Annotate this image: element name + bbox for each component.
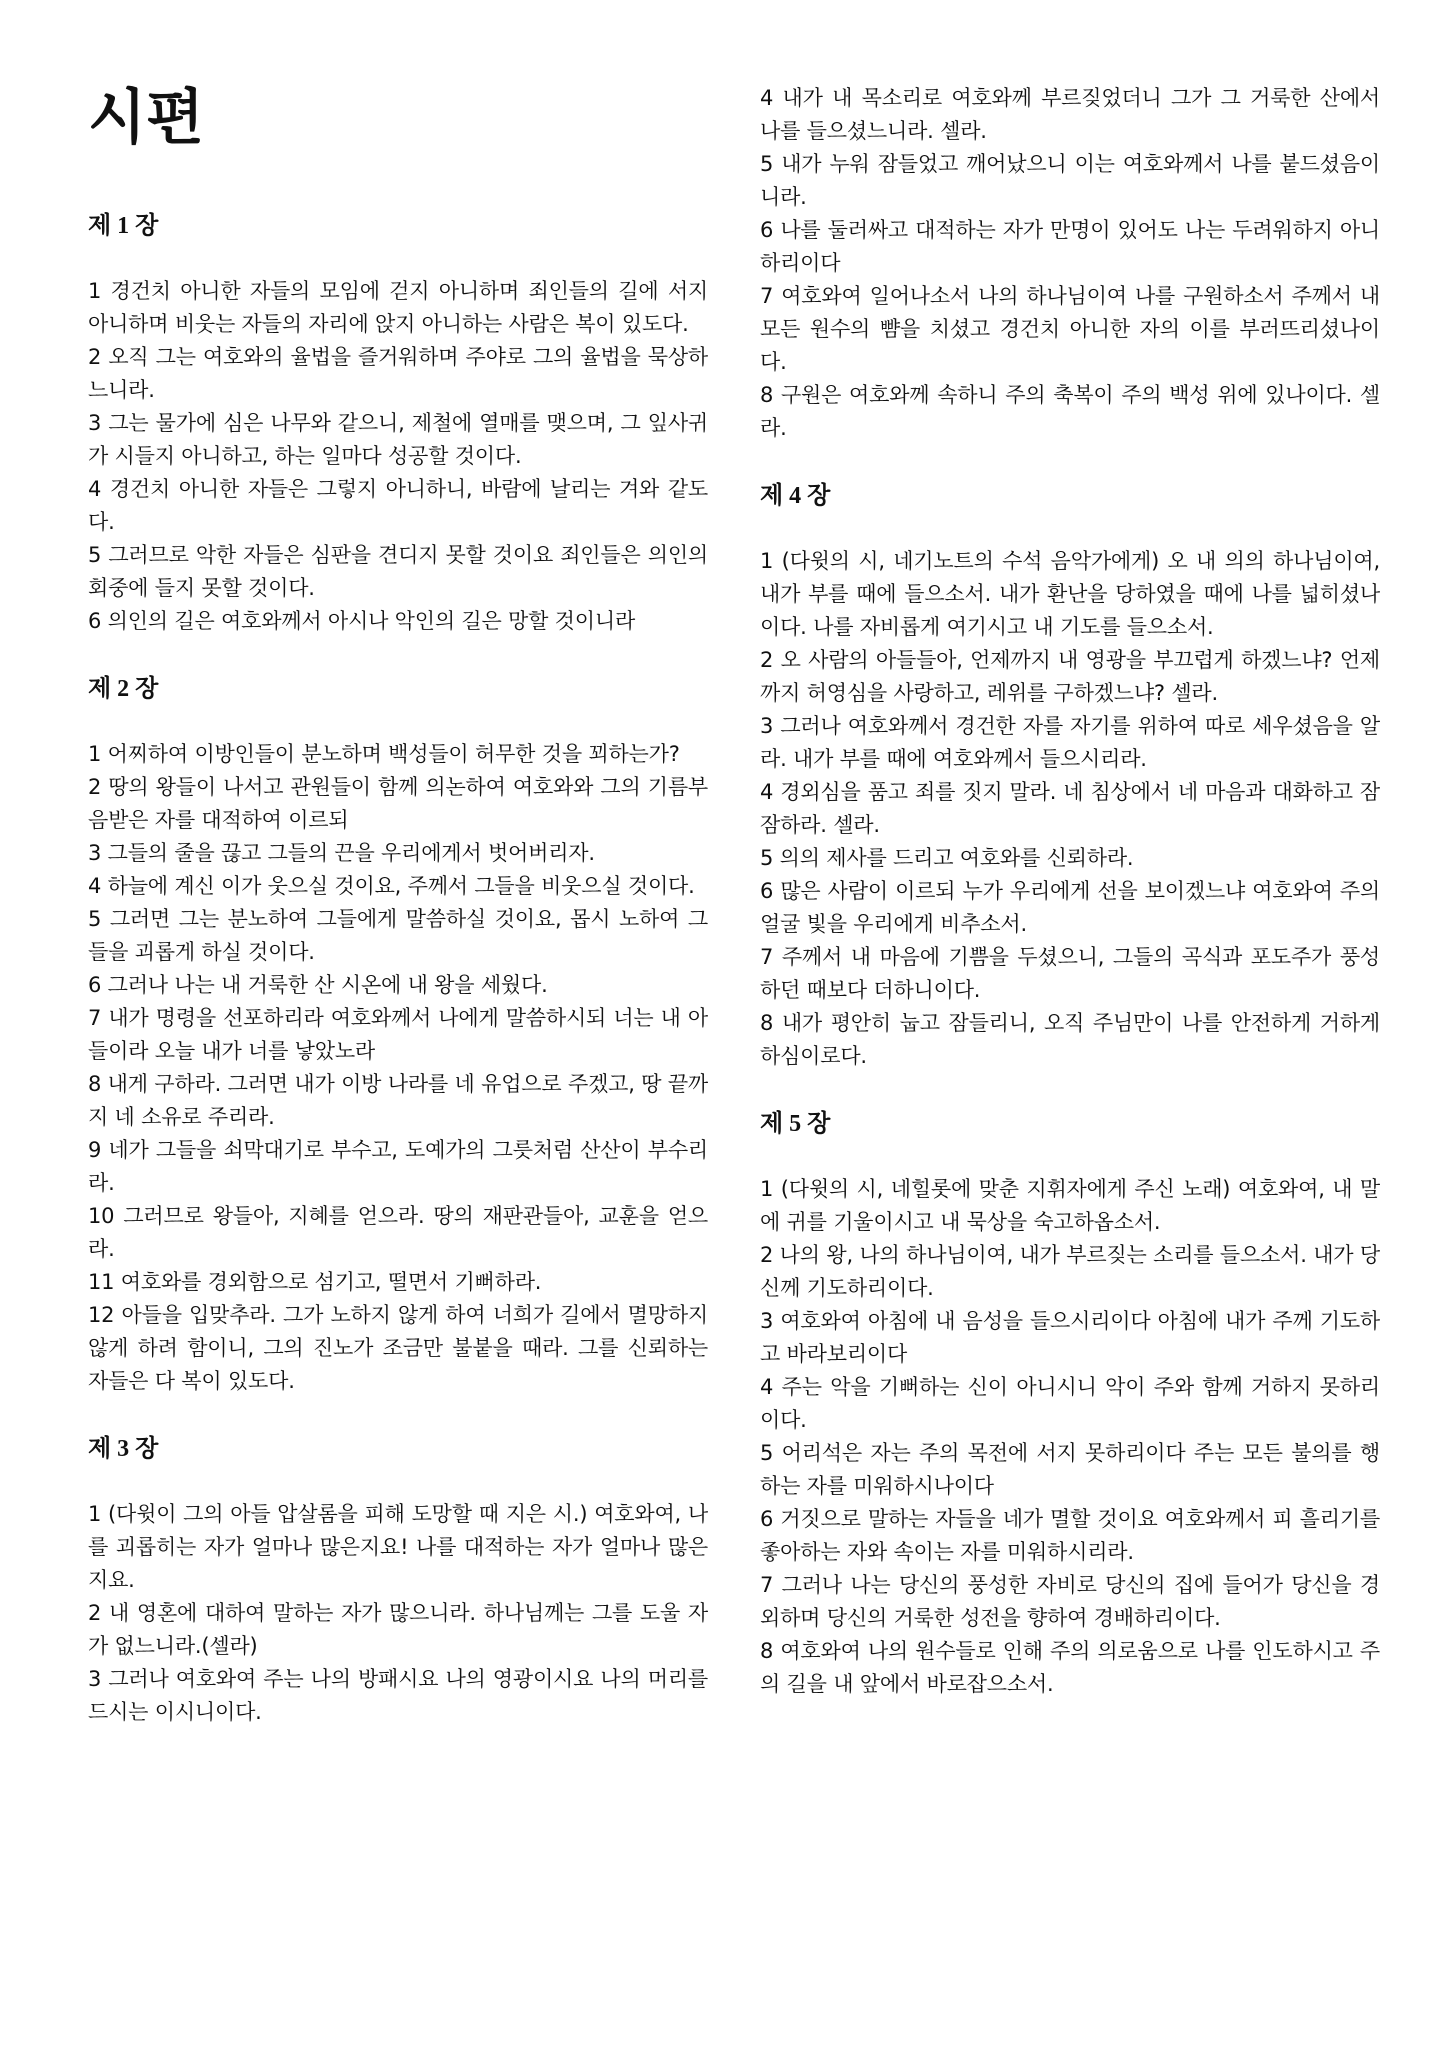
verse: 1 (다윗의 시, 네힐롯에 맞춘 지휘자에게 주신 노래) 여호와여, 내 말에 귀를 기울이시고 내 묵상을 숙고하옵소서. <box>760 1177 1380 1234</box>
left-column-chapters <box>88 210 708 1729</box>
verse: 3 그는 물가에 심은 나무와 같으니, 제철에 열매를 맺으며, 그 잎사귀가 시들지 아니하고, 하는 일마다 성공할 것이다. <box>88 411 708 468</box>
verse: 8 여호와여 나의 원수들로 인해 주의 의로움으로 나를 인도하시고 주의 길을 내 앞에서 바로잡으소서. <box>760 1639 1380 1696</box>
verse: 2 오 사람의 아들들아, 언제까지 내 영광을 부끄럽게 하겠느냐? 언제까지 허영심을 사랑하고, 레위를 구하겠느냐? 셀라. <box>760 648 1381 705</box>
verse: 9 네가 그들을 쇠막대기로 부수고, 도예가의 그릇처럼 산산이 부수리라. <box>88 1138 708 1195</box>
chapter-section <box>88 673 708 1398</box>
document-title: 시편 <box>88 83 204 153</box>
verse: 4 경외심을 품고 죄를 짓지 말라. 네 침상에서 네 마음과 대화하고 잠잠하라. 셀라. <box>760 780 1380 837</box>
verse-list <box>88 1498 708 1729</box>
verse-list <box>760 545 1380 1073</box>
verse: 2 내 영혼에 대하여 말하는 자가 많으니라. 하나님께는 그를 도울 자가 없느니라.(셀라) <box>88 1601 708 1658</box>
verse: 3 그러나 여호와께서 경건한 자를 자기를 위하여 따로 세우셨음을 알라. 내가 부를 때에 여호와께서 들으시리라. <box>760 714 1380 771</box>
verse: 3 그들의 줄을 끊고 그들의 끈을 우리에게서 벗어버리자. <box>88 841 595 865</box>
verse: 2 나의 왕, 나의 하나님이여, 내가 부르짖는 소리를 들으소서. 내가 당신께 기도하리이다. <box>760 1243 1380 1300</box>
verse-list <box>760 82 1380 445</box>
verse-list <box>88 738 708 1398</box>
verse: 4 경건치 아니한 자들은 그렇지 아니하니, 바람에 날리는 겨와 같도다. <box>88 477 708 534</box>
verse: 5 그러면 그는 분노하여 그들에게 말씀하실 것이요, 몹시 노하여 그들을 괴롭게 하실 것이다. <box>88 907 708 964</box>
verse: 6 거짓으로 말하는 자들을 네가 멸할 것이요 여호와께서 피 흘리기를 좋아하는 자와 속이는 자를 미워하시리라. <box>760 1507 1380 1564</box>
chapter-section <box>88 1433 708 1729</box>
verse: 5 어리석은 자는 주의 목전에 서지 못하리이다 주는 모든 불의를 행하는 자를 미워하시나이다 <box>760 1441 1380 1498</box>
verse: 7 여호와여 일어나소서 나의 하나님이여 나를 구원하소서 주께서 내 모든 원수의 뺨을 치셨고 경건치 아니한 자의 이를 부러뜨리셨나이다. <box>760 284 1380 374</box>
chapter-gap <box>88 638 708 673</box>
verse: 1 (다윗의 시, 네기노트의 수석 음악가에게) 오 내 의의 하나님이여, 내가 부를 때에 들으소서. 내가 환난을 당하였을 때에 나를 넓히셨나이다. 나를 자비롭게 여기시고 내 기도를 들으소서. <box>760 549 1380 639</box>
verse: 5 의의 제사를 드리고 여호와를 신뢰하라. <box>760 846 1134 870</box>
right-column <box>760 82 1380 1701</box>
verse: 4 하늘에 계신 이가 웃으실 것이요, 주께서 그들을 비웃으실 것이다. <box>88 874 695 898</box>
chapter-heading: 제 3 장 <box>88 1436 159 1462</box>
chapter-gap <box>760 1073 1380 1108</box>
verse: 11 여호와를 경외함으로 섬기고, 떨면서 기뻐하라. <box>88 1270 542 1294</box>
verse: 6 나를 둘러싸고 대적하는 자가 만명이 있어도 나는 두려워하지 아니하리이다 <box>760 218 1380 275</box>
verse: 6 그러나 나는 내 거룩한 산 시온에 내 왕을 세웠다. <box>88 973 548 997</box>
verse: 7 주께서 내 마음에 기쁨을 두셨으니, 그들의 곡식과 포도주가 풍성하던 때보다 더하니이다. <box>760 945 1380 1002</box>
right-column-chapters <box>760 82 1380 1701</box>
verse: 5 내가 누워 잠들었고 깨어났으니 이는 여호와께서 나를 붙드셨음이니라. <box>760 152 1380 209</box>
verse: 6 의인의 길은 여호와께서 아시나 악인의 길은 망할 것이니라 <box>88 609 636 633</box>
chapter-section <box>88 210 708 638</box>
verse: 8 내게 구하라. 그러면 내가 이방 나라를 네 유업으로 주겠고, 땅 끝까지 네 소유로 주리라. <box>88 1072 708 1129</box>
chapter-section <box>760 1108 1380 1701</box>
verse: 2 오직 그는 여호와의 율법을 즐거워하며 주야로 그의 율법을 묵상하느니라. <box>88 345 708 402</box>
verse: 1 (다윗이 그의 아들 압살롬을 피해 도망할 때 지은 시.) 여호와여, 나를 괴롭히는 자가 얼마나 많은지요! 나를 대적하는 자가 얼마나 많은지요. <box>88 1502 708 1592</box>
chapter-heading: 제 1 장 <box>88 213 159 239</box>
left-column <box>88 78 708 1729</box>
chapter-heading: 제 5 장 <box>760 1111 831 1137</box>
chapter-section <box>760 82 1380 445</box>
verse: 8 구원은 여호와께 속하니 주의 축복이 주의 백성 위에 있나이다. 셀라. <box>760 383 1380 440</box>
verse: 6 많은 사람이 이르되 누가 우리에게 선을 보이겠느냐 여호와여 주의 얼굴 빛을 우리에게 비추소서. <box>760 879 1380 936</box>
verse: 1 어찌하여 이방인들이 분노하며 백성들이 허무한 것을 꾀하는가? <box>88 742 680 766</box>
verse-list <box>760 1173 1380 1701</box>
chapter-gap <box>760 445 1380 480</box>
verse: 5 그러므로 악한 자들은 심판을 견디지 못할 것이요 죄인들은 의인의 회중에 들지 못할 것이다. <box>88 543 708 600</box>
verse: 2 땅의 왕들이 나서고 관원들이 함께 의논하여 여호와와 그의 기름부음받은 자를 대적하여 이르되 <box>88 775 708 832</box>
verse: 7 그러나 나는 당신의 풍성한 자비로 당신의 집에 들어가 당신을 경외하며 당신의 거룩한 성전을 향하여 경배하리이다. <box>760 1573 1380 1630</box>
verse: 7 내가 명령을 선포하리라 여호와께서 나에게 말씀하시되 너는 내 아들이라 오늘 내가 너를 낳았노라 <box>88 1006 708 1063</box>
verse: 12 아들을 입맞추라. 그가 노하지 않게 하여 너희가 길에서 멸망하지 않게 하려 함이니, 그의 진노가 조금만 불붙을 때라. 그를 신뢰하는 자들은 다 복이 있도다. <box>88 1303 708 1393</box>
verse: 4 내가 내 목소리로 여호와께 부르짖었더니 그가 그 거룩한 산에서 나를 들으셨느니라. 셀라. <box>760 86 1380 143</box>
chapter-heading: 제 4 장 <box>760 483 831 509</box>
verse: 3 여호와여 아침에 내 음성을 들으시리이다 아침에 내가 주께 기도하고 바라보리이다 <box>760 1309 1380 1366</box>
chapter-section <box>760 480 1380 1073</box>
chapter-heading: 제 2 장 <box>88 676 159 702</box>
verse: 4 주는 악을 기뻐하는 신이 아니시니 악이 주와 함께 거하지 못하리이다. <box>760 1375 1380 1432</box>
verse: 8 내가 평안히 눕고 잠들리니, 오직 주님만이 나를 안전하게 거하게 하심이로다. <box>760 1011 1380 1068</box>
verse-list <box>88 275 708 638</box>
verse: 1 경건치 아니한 자들의 모임에 걷지 아니하며 죄인들의 길에 서지 아니하며 비웃는 자들의 자리에 앉지 아니하는 사람은 복이 있도다. <box>88 279 708 336</box>
verse: 3 그러나 여호와여 주는 나의 방패시요 나의 영광이시요 나의 머리를 드시는 이시니이다. <box>88 1667 708 1724</box>
chapter-gap <box>88 1398 708 1433</box>
verse: 10 그러므로 왕들아, 지혜를 얻으라. 땅의 재판관들아, 교훈을 얻으라. <box>88 1204 708 1261</box>
